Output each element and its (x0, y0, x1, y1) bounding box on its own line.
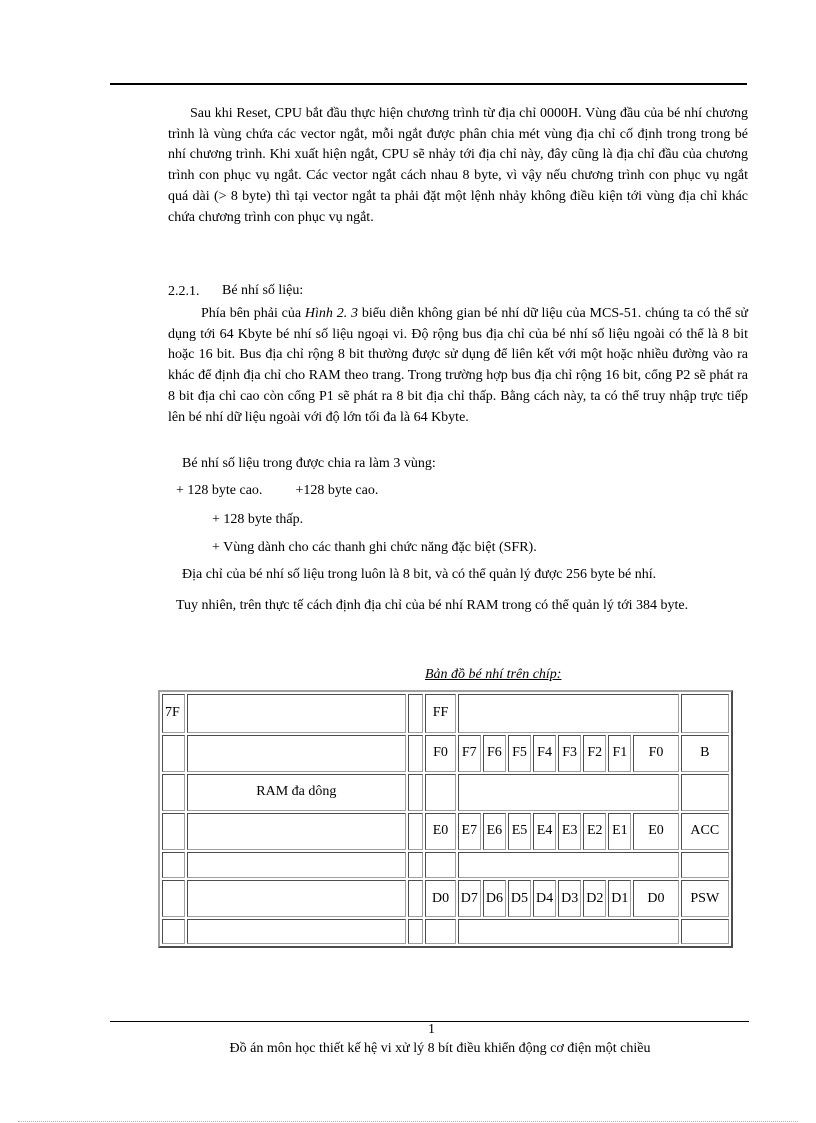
table-cell (458, 852, 679, 879)
region-high-a: + 128 byte cao. (176, 483, 263, 498)
bit-address: F3 (558, 735, 581, 772)
table-cell (162, 735, 185, 772)
sfr-address: E0 (425, 813, 455, 850)
bit-address: D4 (533, 880, 556, 917)
table-cell (162, 852, 185, 879)
header-rule (110, 83, 747, 85)
section-paragraph (168, 304, 748, 428)
table-cell (187, 919, 405, 944)
bit-address: F5 (508, 735, 531, 772)
table-cell (458, 694, 679, 733)
bit-address: E5 (508, 813, 531, 850)
table-cell (162, 919, 185, 944)
bit-address: D1 (608, 880, 631, 917)
section-paragraph-start: Phía bên phải của (201, 306, 305, 321)
table-row (162, 694, 729, 733)
register-name: B (681, 735, 729, 772)
ram-label: RAM đa dông (187, 774, 405, 811)
table-cell (162, 880, 185, 917)
bit-address: F2 (583, 735, 606, 772)
page-number: 1 (428, 1022, 435, 1037)
region-sfr: + Vùng dành cho các thanh ghi chức năng đặc biệt (SFR). (212, 540, 537, 555)
table-caption: Bản đồ bé nhí trên chíp: (425, 667, 562, 682)
table-cell (187, 880, 405, 917)
table-cell (408, 880, 424, 917)
regions-intro: Bé nhí số liệu trong được chia ra làm 3 vùng: (182, 456, 436, 471)
table-row (162, 852, 729, 879)
table-cell (425, 919, 455, 944)
table-cell (408, 694, 424, 733)
region-low: + 128 byte thấp. (212, 512, 304, 527)
table-cell (408, 813, 424, 850)
table-cell (408, 774, 424, 811)
register-name: PSW (681, 880, 729, 917)
table-cell (162, 774, 185, 811)
table-cell (408, 735, 424, 772)
table-cell (425, 852, 455, 879)
table-cell (187, 735, 405, 772)
page-edge-dotted-line (18, 1121, 798, 1122)
memory-map-table (158, 690, 733, 948)
bit-address: D3 (558, 880, 581, 917)
register-name: ACC (681, 813, 729, 850)
section-paragraph-rest: biểu diễn không gian bé nhí dữ liệu của MCS-51. chúng ta có thể sử dụng tới 64 Kbyte bé nhí số liệu ngoại vi. Độ rộng bus địa chỉ của bé nhí số liệu ngoài có thể là 8 bit hoặc 16 bit. Bus địa chỉ rộng 8 bit thường được sử dụng để liên kết với một hoặc nhiều đường vào ra khác để định địa chỉ cho RAM theo trang. Trong trường hợp bus địa chỉ rộng 16 bit, cổng P2 sẽ phát ra 8 bit địa chỉ cao còn cổng P1 sẽ phát ra 8 bit địa chỉ thấp. Bằng cách này, ta có thể truy nhập trực tiếp lên bé nhí dữ liệu ngoài với độ lớn tối đa là 64 Kbyte. (168, 306, 749, 425)
figure-reference: Hình 2. 3 (304, 306, 359, 321)
sfr-address: F0 (425, 735, 455, 772)
bit-address: F1 (608, 735, 631, 772)
table-cell (408, 852, 424, 879)
section-title: Bé nhí số liệu: (222, 283, 304, 298)
table-cell (458, 774, 679, 811)
table-row (162, 735, 729, 772)
footer-text: Đồ án môn học thiết kế hệ vi xử lý 8 bít điều khiển động cơ điện một chiều (229, 1041, 651, 1056)
bit-address: E3 (558, 813, 581, 850)
table-cell (162, 813, 185, 850)
table-cell (681, 694, 729, 733)
bit-address: D6 (483, 880, 506, 917)
table-cell (681, 852, 729, 879)
table-row (162, 813, 729, 850)
bit-address: D5 (508, 880, 531, 917)
practice-note: Tuy nhiên, trên thực tế cách định địa chỉ của bé nhí RAM trong có thể quản lý tới 384 byte. (176, 598, 689, 613)
bit-address: E2 (583, 813, 606, 850)
bit-address: F0 (633, 735, 678, 772)
table-cell (681, 774, 729, 811)
table-cell (681, 919, 729, 944)
section-number: 2.2.1. (168, 284, 200, 299)
bit-address: D7 (458, 880, 481, 917)
sfr-address: D0 (425, 880, 455, 917)
table-row (162, 919, 729, 944)
bit-address: D0 (633, 880, 678, 917)
table-row (162, 880, 729, 917)
table-cell (458, 919, 679, 944)
bit-address: F7 (458, 735, 481, 772)
region-high-b: +128 byte cao. (295, 483, 379, 498)
table-cell (425, 774, 455, 811)
table-row (162, 774, 729, 811)
ram-top-address: 7F (162, 694, 185, 733)
bit-address: F4 (533, 735, 556, 772)
bit-address: E6 (483, 813, 506, 850)
bit-address: D2 (583, 880, 606, 917)
sfr-top-address: FF (425, 694, 455, 733)
table-cell (187, 852, 405, 879)
intro-paragraph: Sau khi Reset, CPU bắt đầu thực hiện chương trình từ địa chỉ 0000H. Vùng đầu của bé nhí chương trình là vùng chứa các vector ngắt, mỗi ngắt được phân chia mét vùng địa chỉ cố định trong trong bé nhí chương trình. Khi xuất hiện ngắt, CPU sẽ nhảy tới địa chỉ này, đây cũng là địa chỉ đầu của chương trình con phục vụ ngắt. Các vector ngắt cách nhau 8 byte, vì vậy nếu chương trình con phục vụ ngắt quá dài (> 8 byte) thì tại vector ngắt ta phải đặt một lệnh nhảy không điều kiện tới vùng địa chỉ khác chứa chương trình con phục vụ ngắt. (168, 106, 748, 225)
bit-address: E7 (458, 813, 481, 850)
table-cell (187, 813, 405, 850)
bit-address: E4 (533, 813, 556, 850)
table-cell (187, 694, 405, 733)
bit-address: E1 (608, 813, 631, 850)
table-cell (408, 919, 424, 944)
region-line-1 (176, 483, 378, 499)
address-note: Địa chỉ của bé nhí số liệu trong luôn là 8 bit, và có thể quản lý được 256 byte bé nhí. (182, 567, 657, 582)
bit-address: F6 (483, 735, 506, 772)
bit-address: E0 (633, 813, 678, 850)
